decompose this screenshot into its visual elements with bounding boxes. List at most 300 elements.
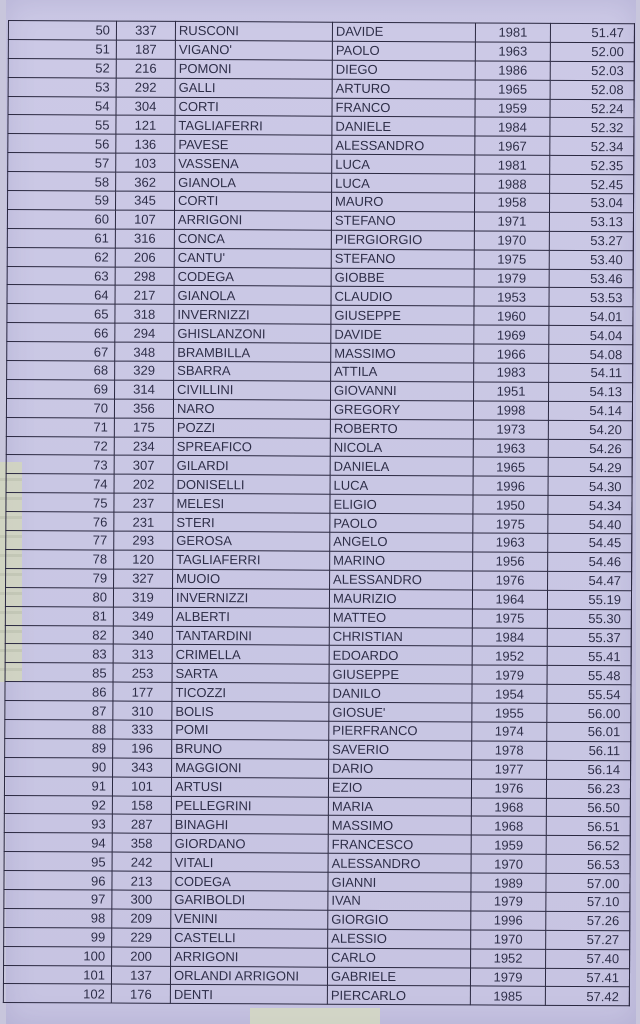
birth-year-cell: 1978	[472, 741, 547, 760]
bib-number-cell: 177	[113, 682, 172, 701]
last-name-cell: RUSCONI	[175, 21, 332, 41]
finish-time-cell: 53.04	[550, 193, 634, 212]
bib-number-cell: 337	[116, 21, 175, 40]
position-cell: 69	[7, 379, 115, 398]
bib-number-cell: 362	[116, 172, 175, 191]
finish-time-cell: 54.13	[549, 382, 633, 401]
position-cell: 82	[5, 625, 113, 644]
birth-year-cell: 1952	[471, 949, 546, 968]
bib-number-cell: 175	[114, 418, 173, 437]
finish-time-cell: 56.52	[546, 836, 630, 855]
birth-year-cell: 1952	[472, 646, 547, 665]
last-name-cell: DONISELLI	[173, 475, 330, 495]
position-cell: 61	[7, 228, 115, 247]
finish-time-cell: 54.14	[548, 401, 632, 420]
first-name-cell: IVAN	[328, 891, 471, 911]
first-name-cell: GIOVANNI	[331, 381, 474, 401]
last-name-cell: GIANOLA	[175, 172, 332, 192]
finish-time-cell: 56.00	[547, 703, 631, 722]
finish-time-cell: 57.00	[546, 873, 630, 892]
finish-time-cell: 54.34	[548, 496, 632, 515]
position-cell: 54	[8, 96, 116, 115]
birth-year-cell: 1976	[471, 779, 546, 798]
finish-time-cell: 54.40	[548, 514, 632, 533]
results-table-body	[3, 21, 634, 1007]
last-name-cell: POMI	[172, 720, 329, 740]
position-cell: 67	[7, 342, 115, 361]
finish-time-cell: 55.19	[547, 590, 631, 609]
last-name-cell: STERI	[173, 513, 330, 533]
finish-time-cell: 54.20	[548, 420, 632, 439]
bib-number-cell: 158	[112, 796, 171, 815]
last-name-cell: VASSENA	[175, 154, 332, 174]
birth-year-cell: 1967	[475, 136, 550, 155]
birth-year-cell: 1966	[474, 344, 549, 363]
last-name-cell: VITALI	[171, 853, 328, 873]
bib-number-cell: 349	[113, 607, 172, 626]
first-name-cell: ALESSANDRO	[330, 570, 473, 590]
first-name-cell: ALESSANDRO	[332, 136, 475, 156]
bib-number-cell: 343	[113, 758, 172, 777]
birth-year-cell: 1968	[471, 816, 546, 835]
position-cell: 100	[4, 946, 112, 965]
position-cell: 95	[4, 852, 112, 871]
last-name-cell: ALBERTI	[172, 607, 329, 627]
last-name-cell: PELLEGRINI	[171, 796, 328, 816]
birth-year-cell: 1965	[475, 80, 550, 99]
bib-number-cell: 316	[115, 229, 174, 248]
first-name-cell: EDOARDO	[329, 646, 472, 666]
birth-year-cell: 1965	[473, 457, 548, 476]
first-name-cell: EZIO	[328, 778, 471, 798]
last-name-cell: CORTI	[175, 191, 332, 211]
bib-number-cell: 327	[114, 569, 173, 588]
last-name-cell: GILARDI	[173, 456, 330, 476]
last-name-cell: SBARRA	[174, 361, 331, 381]
birth-year-cell: 1970	[471, 854, 546, 873]
birth-year-cell: 1955	[472, 703, 547, 722]
birth-year-cell: 1975	[472, 609, 547, 628]
position-cell: 75	[6, 493, 114, 512]
position-cell: 87	[5, 701, 113, 720]
position-cell: 51	[8, 39, 116, 58]
position-cell: 78	[6, 549, 114, 568]
finish-time-cell: 56.14	[547, 760, 631, 779]
birth-year-cell: 1986	[475, 61, 550, 80]
birth-year-cell: 1964	[472, 590, 547, 609]
first-name-cell: MAURO	[332, 192, 475, 212]
last-name-cell: VENINI	[171, 909, 328, 929]
bib-number-cell: 318	[115, 304, 174, 323]
position-cell: 73	[6, 455, 114, 474]
birth-year-cell: 1988	[475, 174, 550, 193]
first-name-cell: PIERCARLO	[327, 986, 470, 1006]
last-name-cell: CRIMELLA	[172, 645, 329, 665]
birth-year-cell: 1975	[473, 514, 548, 533]
last-name-cell: TANTARDINI	[172, 626, 329, 646]
bib-number-cell: 137	[111, 966, 170, 985]
bib-number-cell: 237	[114, 493, 173, 512]
position-cell: 70	[6, 398, 114, 417]
bib-number-cell: 340	[113, 626, 172, 645]
position-cell: 76	[6, 512, 114, 531]
birth-year-cell: 1956	[473, 552, 548, 571]
birth-year-cell: 1958	[475, 193, 550, 212]
adhesive-tape-bottom	[250, 1008, 380, 1024]
bib-number-cell: 329	[115, 361, 174, 380]
last-name-cell: TICOZZI	[172, 683, 329, 703]
finish-time-cell: 52.03	[550, 61, 634, 80]
first-name-cell: ELIGIO	[330, 494, 473, 514]
bib-number-cell: 333	[113, 720, 172, 739]
last-name-cell: BINAGHI	[171, 815, 328, 835]
birth-year-cell: 1960	[474, 306, 549, 325]
position-cell: 68	[7, 361, 115, 380]
last-name-cell: CODEGA	[171, 871, 328, 891]
last-name-cell: CIVILLINI	[174, 380, 331, 400]
first-name-cell: MATTEO	[329, 608, 472, 628]
position-cell: 56	[8, 134, 116, 153]
bib-number-cell: 313	[113, 644, 172, 663]
last-name-cell: INVERNIZZI	[172, 588, 329, 608]
first-name-cell: GIANNI	[328, 872, 471, 892]
birth-year-cell: 1974	[472, 722, 547, 741]
finish-time-cell: 56.23	[546, 779, 630, 798]
birth-year-cell: 1959	[471, 835, 546, 854]
position-cell: 86	[5, 682, 113, 701]
bib-number-cell: 314	[115, 380, 174, 399]
finish-time-cell: 57.26	[546, 911, 630, 930]
finish-time-cell: 53.46	[549, 269, 633, 288]
finish-time-cell: 52.08	[550, 80, 634, 99]
first-name-cell: ALESSIO	[328, 929, 471, 949]
first-name-cell: GIOSUE'	[329, 702, 472, 722]
birth-year-cell: 1977	[472, 760, 547, 779]
first-name-cell: FRANCESCO	[328, 834, 471, 854]
last-name-cell: NARO	[173, 399, 330, 419]
position-cell: 72	[6, 436, 114, 455]
bib-number-cell: 120	[114, 550, 173, 569]
birth-year-cell: 1984	[472, 627, 547, 646]
first-name-cell: MARIA	[328, 797, 471, 817]
birth-year-cell: 1989	[471, 873, 546, 892]
last-name-cell: POMONI	[175, 59, 332, 79]
position-cell: 83	[5, 644, 113, 663]
position-cell: 60	[7, 209, 115, 228]
bib-number-cell: 200	[112, 947, 171, 966]
finish-time-cell: 54.29	[548, 458, 632, 477]
first-name-cell: GIORGIO	[328, 910, 471, 930]
position-cell: 93	[4, 814, 112, 833]
finish-time-cell: 52.34	[550, 137, 634, 156]
finish-time-cell: 54.04	[549, 326, 633, 345]
last-name-cell: TAGLIAFERRI	[173, 550, 330, 570]
first-name-cell: GREGORY	[330, 400, 473, 420]
bib-number-cell: 202	[114, 474, 173, 493]
position-cell: 102	[3, 984, 111, 1003]
position-cell: 88	[5, 719, 113, 738]
finish-time-cell: 53.27	[549, 231, 633, 250]
birth-year-cell: 1954	[472, 684, 547, 703]
finish-time-cell: 54.47	[548, 571, 632, 590]
birth-year-cell: 1984	[475, 117, 550, 136]
bib-number-cell: 292	[116, 78, 175, 97]
bib-number-cell: 253	[113, 663, 172, 682]
birth-year-cell: 1996	[473, 476, 548, 495]
first-name-cell: PAOLO	[330, 513, 473, 533]
last-name-cell: GIANOLA	[174, 286, 331, 306]
birth-year-cell: 1981	[475, 23, 550, 42]
finish-time-cell: 55.41	[547, 647, 631, 666]
first-name-cell: GIUSEPPE	[331, 306, 474, 326]
position-cell: 77	[6, 531, 114, 550]
birth-year-cell: 1981	[475, 155, 550, 174]
birth-year-cell: 1970	[471, 930, 546, 949]
birth-year-cell: 1953	[474, 287, 549, 306]
first-name-cell: STEFANO	[331, 249, 474, 269]
last-name-cell: TAGLIAFERRI	[175, 116, 332, 136]
bib-number-cell: 293	[114, 531, 173, 550]
bib-number-cell: 287	[112, 814, 171, 833]
first-name-cell: DAVIDE	[332, 22, 475, 42]
finish-time-cell: 54.30	[548, 477, 632, 496]
birth-year-cell: 1970	[474, 231, 549, 250]
last-name-cell: PAVESE	[175, 135, 332, 155]
bib-number-cell: 176	[111, 984, 170, 1003]
first-name-cell: ARTURO	[332, 79, 475, 99]
finish-time-cell: 57.41	[545, 968, 629, 987]
finish-time-cell: 57.10	[546, 892, 630, 911]
first-name-cell: MARINO	[330, 551, 473, 571]
first-name-cell: MASSIMO	[331, 343, 474, 363]
finish-time-cell: 57.27	[546, 930, 630, 949]
finish-time-cell: 52.35	[550, 156, 634, 175]
birth-year-cell: 1963	[475, 42, 550, 61]
birth-year-cell: 1973	[473, 420, 548, 439]
birth-year-cell: 1996	[471, 911, 546, 930]
birth-year-cell: 1968	[471, 797, 546, 816]
birth-year-cell: 1959	[475, 99, 550, 118]
last-name-cell: ARRIGONI	[174, 210, 331, 230]
birth-year-cell: 1963	[473, 533, 548, 552]
position-cell: 91	[4, 776, 112, 795]
finish-time-cell: 55.30	[547, 609, 631, 628]
bib-number-cell: 300	[112, 890, 171, 909]
first-name-cell: SAVERIO	[329, 740, 472, 760]
last-name-cell: BOLIS	[172, 701, 329, 721]
finish-time-cell: 53.13	[549, 212, 633, 231]
finish-time-cell: 55.54	[547, 685, 631, 704]
finish-time-cell: 57.42	[545, 987, 629, 1006]
position-cell: 92	[4, 795, 112, 814]
finish-time-cell: 54.26	[548, 439, 632, 458]
last-name-cell: GHISLANZONI	[174, 324, 331, 344]
first-name-cell: DANILO	[329, 683, 472, 703]
bib-number-cell: 196	[113, 739, 172, 758]
first-name-cell: LUCA	[332, 173, 475, 193]
finish-time-cell: 56.50	[546, 798, 630, 817]
last-name-cell: MUOIO	[173, 569, 330, 589]
first-name-cell: NICOLA	[330, 438, 473, 458]
last-name-cell: DENTI	[170, 985, 327, 1005]
position-cell: 63	[7, 266, 115, 285]
bib-number-cell: 348	[115, 342, 174, 361]
position-cell: 74	[6, 474, 114, 493]
last-name-cell: CASTELLI	[171, 928, 328, 948]
position-cell: 53	[8, 77, 116, 96]
first-name-cell: LUCA	[330, 476, 473, 496]
finish-time-cell: 54.46	[548, 552, 632, 571]
first-name-cell: PIERGIORGIO	[331, 230, 474, 250]
bib-number-cell: 242	[112, 852, 171, 871]
bib-number-cell: 231	[114, 512, 173, 531]
position-cell: 52	[8, 58, 116, 77]
last-name-cell: CORTI	[175, 97, 332, 117]
first-name-cell: FRANCO	[332, 98, 475, 118]
first-name-cell: GIOBBE	[331, 268, 474, 288]
position-cell: 101	[3, 965, 111, 984]
first-name-cell: MAURIZIO	[329, 589, 472, 609]
bib-number-cell: 307	[114, 456, 173, 475]
finish-time-cell: 53.53	[549, 288, 633, 307]
first-name-cell: ALESSANDRO	[328, 853, 471, 873]
birth-year-cell: 1979	[474, 269, 549, 288]
first-name-cell: STEFANO	[331, 211, 474, 231]
finish-time-cell: 54.45	[548, 533, 632, 552]
birth-year-cell: 1969	[474, 325, 549, 344]
finish-time-cell: 55.48	[547, 666, 631, 685]
bib-number-cell: 358	[112, 833, 171, 852]
bib-number-cell: 187	[116, 40, 175, 59]
position-cell: 79	[6, 568, 114, 587]
position-cell: 65	[7, 304, 115, 323]
bib-number-cell: 213	[112, 871, 171, 890]
position-cell: 81	[5, 606, 113, 625]
position-cell: 99	[4, 927, 112, 946]
last-name-cell: ARRIGONI	[171, 947, 328, 967]
finish-time-cell: 55.37	[547, 628, 631, 647]
first-name-cell: GIUSEPPE	[329, 664, 472, 684]
birth-year-cell: 1976	[473, 571, 548, 590]
bib-number-cell: 103	[116, 153, 175, 172]
finish-time-cell: 56.11	[547, 741, 631, 760]
position-cell: 96	[4, 871, 112, 890]
position-cell: 59	[8, 191, 116, 210]
last-name-cell: MAGGIONI	[172, 758, 329, 778]
bib-number-cell: 304	[116, 97, 175, 116]
position-cell: 64	[7, 285, 115, 304]
finish-time-cell: 56.51	[546, 817, 630, 836]
first-name-cell: PIERFRANCO	[329, 721, 472, 741]
first-name-cell: DANIELE	[332, 117, 475, 137]
last-name-cell: SPREAFICO	[173, 437, 330, 457]
position-cell: 50	[8, 21, 116, 40]
position-cell: 90	[5, 757, 113, 776]
last-name-cell: GARIBOLDI	[171, 890, 328, 910]
finish-time-cell: 52.45	[550, 174, 634, 193]
first-name-cell: ANGELO	[330, 532, 473, 552]
position-cell: 89	[5, 738, 113, 757]
bib-number-cell: 217	[115, 286, 174, 305]
birth-year-cell: 1979	[471, 892, 546, 911]
finish-time-cell: 52.00	[550, 42, 634, 61]
last-name-cell: BRAMBILLA	[174, 343, 331, 363]
first-name-cell: DANIELA	[330, 457, 473, 477]
bib-number-cell: 206	[115, 248, 174, 267]
bib-number-cell: 121	[116, 116, 175, 135]
finish-time-cell: 56.53	[546, 855, 630, 874]
first-name-cell: CARLO	[328, 948, 471, 968]
position-cell: 85	[5, 663, 113, 682]
finish-time-cell: 56.01	[547, 722, 631, 741]
birth-year-cell: 1950	[473, 495, 548, 514]
birth-year-cell: 1971	[474, 212, 549, 231]
bib-number-cell: 294	[115, 323, 174, 342]
birth-year-cell: 1985	[470, 986, 545, 1005]
first-name-cell: CLAUDIO	[331, 287, 474, 307]
birth-year-cell: 1975	[474, 250, 549, 269]
last-name-cell: CANTU'	[174, 248, 331, 268]
bib-number-cell: 234	[114, 437, 173, 456]
last-name-cell: CONCA	[174, 229, 331, 249]
bib-number-cell: 136	[116, 134, 175, 153]
last-name-cell: GALLI	[175, 78, 332, 98]
first-name-cell: GABRIELE	[327, 967, 470, 987]
table-row	[3, 984, 629, 1006]
position-cell: 94	[4, 833, 112, 852]
bib-number-cell: 345	[116, 191, 175, 210]
finish-time-cell: 54.11	[549, 363, 633, 382]
first-name-cell: PAOLO	[332, 41, 475, 61]
first-name-cell: DAVIDE	[331, 324, 474, 344]
first-name-cell: ROBERTO	[330, 419, 473, 439]
birth-year-cell: 1983	[474, 363, 549, 382]
birth-year-cell: 1979	[472, 665, 547, 684]
first-name-cell: CHRISTIAN	[329, 627, 472, 647]
bib-number-cell: 319	[113, 588, 172, 607]
last-name-cell: SARTA	[172, 664, 329, 684]
finish-time-cell: 52.32	[550, 118, 634, 137]
last-name-cell: ORLANDI ARRIGONI	[170, 966, 327, 986]
results-table	[3, 20, 635, 1007]
birth-year-cell: 1979	[470, 967, 545, 986]
finish-time-cell: 54.01	[549, 307, 633, 326]
position-cell: 98	[4, 908, 112, 927]
first-name-cell: DARIO	[329, 759, 472, 779]
finish-time-cell: 52.24	[550, 99, 634, 118]
birth-year-cell: 1951	[474, 382, 549, 401]
bib-number-cell: 298	[115, 267, 174, 286]
finish-time-cell: 54.08	[549, 344, 633, 363]
finish-time-cell: 53.40	[549, 250, 633, 269]
last-name-cell: BRUNO	[172, 739, 329, 759]
bib-number-cell: 229	[112, 928, 171, 947]
bib-number-cell: 209	[112, 909, 171, 928]
position-cell: 57	[8, 153, 116, 172]
position-cell: 62	[7, 247, 115, 266]
bib-number-cell: 107	[115, 210, 174, 229]
position-cell: 80	[5, 587, 113, 606]
last-name-cell: MELESI	[173, 494, 330, 514]
position-cell: 71	[6, 417, 114, 436]
last-name-cell: INVERNIZZI	[174, 305, 331, 325]
last-name-cell: POZZI	[173, 418, 330, 438]
position-cell: 66	[7, 323, 115, 342]
last-name-cell: CODEGA	[174, 267, 331, 287]
finish-time-cell: 51.47	[550, 23, 634, 42]
bib-number-cell: 310	[113, 701, 172, 720]
last-name-cell: VIGANO'	[175, 40, 332, 60]
